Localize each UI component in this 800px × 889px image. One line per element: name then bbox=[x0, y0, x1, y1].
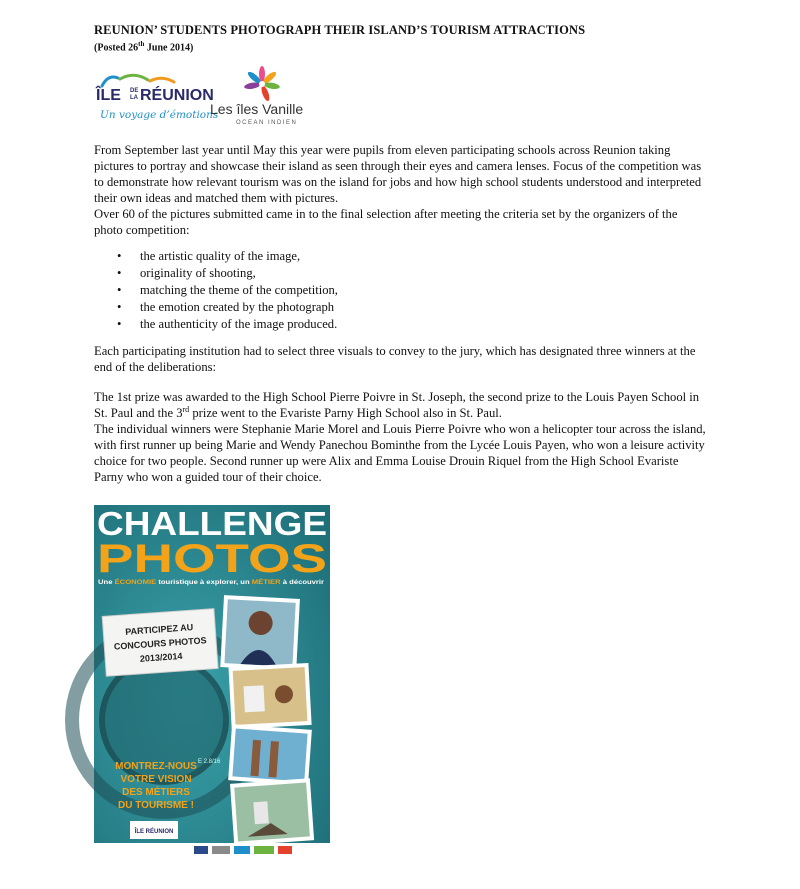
list-item bbox=[94, 299, 706, 316]
logos-row bbox=[94, 66, 324, 128]
paragraph-selection: Over 60 of the pictures submitted came in to the final selection after meeting the criteria set by the organizers of the photo competition: bbox=[94, 207, 678, 237]
list-item bbox=[94, 282, 706, 299]
paragraph-intro: From September last year until May this year were pupils from eleven participating schools across Reunion taking pictures to portray and showcase their island as seen through their eyes and camera lenses. Focus of the competition was to demonstrate how relevant tourism was on the island for jobs and how high school students understood and interpreted their own ideas and matched them with pictures. bbox=[94, 143, 702, 205]
bullet-icon: • bbox=[117, 266, 122, 280]
vanille-flower-icon bbox=[244, 66, 280, 102]
criteria-text: the authenticity of the image produced. bbox=[140, 317, 338, 331]
poster-tagline bbox=[98, 578, 325, 586]
prizes-text-a: The 1st prize was awarded to the High School Pierre Poivre in St. Joseph, the second prize to the Louis Payen School in St. Paul and the 3 bbox=[94, 390, 700, 420]
article-body bbox=[94, 142, 706, 485]
logo-tagline: Un voyage d’émotions bbox=[100, 109, 219, 121]
photo-receptionist bbox=[220, 595, 300, 671]
logo-arc-orange bbox=[150, 78, 174, 82]
criteria-text: the artistic quality of the image, bbox=[140, 249, 301, 263]
photo-kitchen bbox=[228, 663, 311, 729]
slogan-line3: DES MÉTIERS bbox=[122, 787, 190, 798]
article-header bbox=[94, 22, 706, 54]
card-line1: PARTICIPEZ AU bbox=[124, 622, 194, 637]
lens-mark: E 2.8/16 bbox=[198, 759, 221, 765]
photo-hiker bbox=[230, 778, 314, 845]
criteria-text: matching the theme of the competition, bbox=[140, 283, 338, 297]
criteria-text: originality of shooting, bbox=[140, 266, 256, 280]
paragraph-winners: The individual winners were Stephanie Marie Morel and Louis Pierre Poivre who won a helicopter tour across the island, with first runner up being Marie and Wendy Panechou Bominthe from the Lycée Louis Payen, who won a leisure activity choice for two people. Second runner up were Alix and Emma Louise Drouin Riquel from the High School Evariste Parny who won a guided tour of their choice. bbox=[94, 422, 706, 484]
bullet-icon: • bbox=[117, 283, 122, 297]
paragraph-institutions: Each participating institution had to select three visuals to convey to the jury, which has designated three winners at the end of the deliberations: bbox=[94, 344, 696, 374]
card-line2: CONCOURS PHOTOS bbox=[113, 635, 207, 652]
posted-suffix: June 2014) bbox=[144, 42, 194, 54]
partner-logo-icon bbox=[212, 846, 230, 854]
logo-la: LA bbox=[130, 95, 138, 101]
card-line3: 2013/2014 bbox=[139, 650, 183, 664]
criteria-text: the emotion created by the photograph bbox=[140, 300, 335, 314]
article-title: REUNION’ STUDENTS PHOTOGRAPH THEIR ISLAND’S TOURISM ATTRACTIONS bbox=[94, 23, 586, 37]
paragraph-prizes bbox=[94, 389, 706, 421]
iles-vanille-logo bbox=[206, 66, 324, 128]
slogan-line1: MONTREZ-NOUS bbox=[115, 761, 197, 772]
logo-reunion: RÉUNION bbox=[140, 87, 214, 104]
vanille-sub: OCEAN INDIEN bbox=[236, 120, 298, 126]
slogan-line2: VOTRE VISION bbox=[120, 774, 192, 785]
photo-legs bbox=[228, 724, 312, 785]
partner-logo-icon bbox=[194, 846, 208, 854]
posted-sup: th bbox=[138, 40, 145, 48]
posted-date bbox=[94, 38, 706, 54]
tag-c: touristique à explorer, un bbox=[156, 579, 234, 586]
partner-logo-icon bbox=[278, 846, 292, 854]
partner-logo-icon bbox=[234, 846, 250, 854]
tag-e: à découvrir bbox=[280, 579, 316, 586]
prizes-sup: rd bbox=[182, 404, 190, 414]
tag-b: ÉCONOMIE bbox=[114, 579, 149, 586]
challenge-photos-poster bbox=[94, 505, 330, 857]
tag-a: Une bbox=[98, 579, 112, 586]
logo-ile: ÎLE bbox=[96, 87, 121, 104]
poster-challenge: CHALLENGE bbox=[97, 505, 327, 542]
slogan-line4: DU TOURISME ! bbox=[118, 800, 194, 811]
footer-logo: ÎLE RÉUNION bbox=[134, 829, 174, 835]
posted-prefix: (Posted 26 bbox=[94, 42, 139, 54]
bullet-icon: • bbox=[117, 300, 122, 314]
prizes-text-b: prize went to the Evariste Parny High School also in St. Paul. bbox=[189, 406, 502, 420]
poster-photos: PHOTOS bbox=[97, 537, 327, 581]
bullet-icon: • bbox=[117, 249, 122, 263]
list-item bbox=[94, 265, 706, 282]
vanille-name: Les îles Vanille bbox=[210, 101, 304, 117]
logo-arc-green bbox=[120, 75, 148, 80]
logo-arc-blue bbox=[102, 77, 118, 86]
logo-de: DE bbox=[130, 88, 139, 94]
list-item bbox=[94, 316, 706, 333]
criteria-list bbox=[94, 248, 706, 333]
bullet-icon: • bbox=[117, 317, 122, 331]
list-item bbox=[94, 248, 706, 265]
tag-d: MÉTIER bbox=[251, 579, 276, 586]
participation-card bbox=[102, 609, 218, 677]
partner-logo-icon bbox=[254, 846, 274, 854]
ile-de-la-reunion-logo bbox=[94, 72, 219, 126]
